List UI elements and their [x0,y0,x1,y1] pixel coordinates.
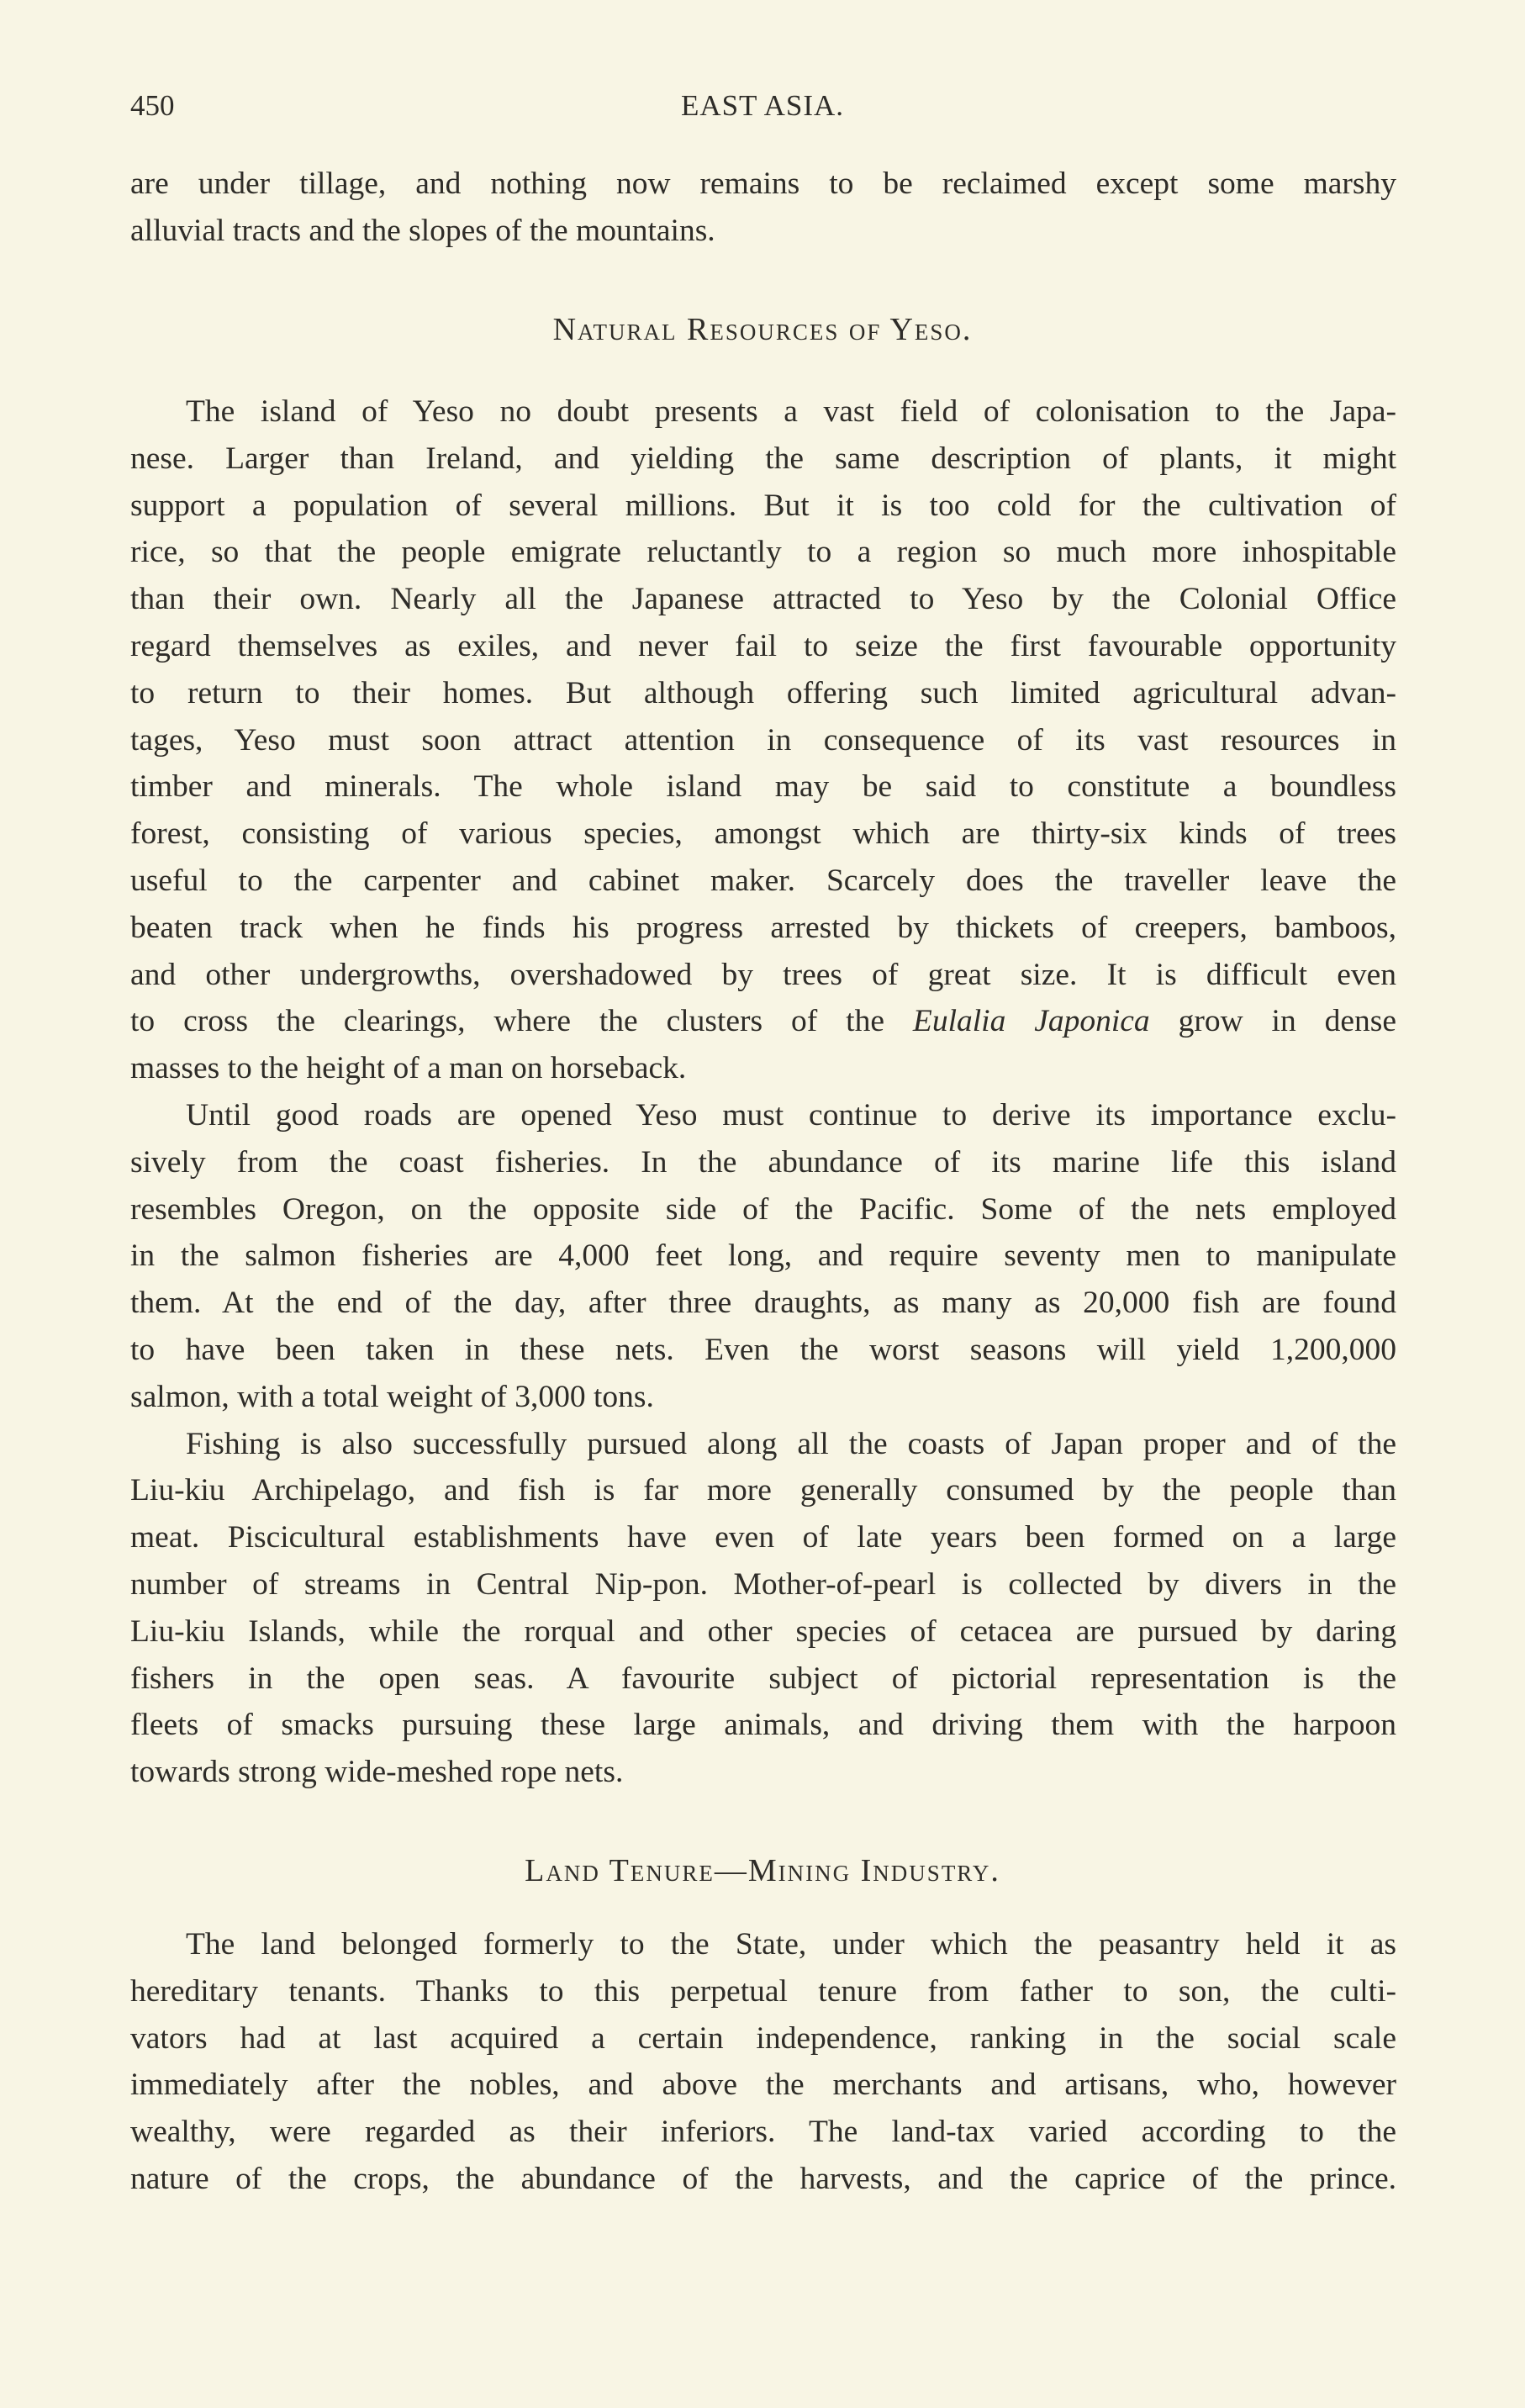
paragraph [130,161,1396,255]
text-segment: to cross the clearings, where the clusters of the [130,1004,913,1039]
text-line: beaten track when he finds his progress arrested by thickets of creepers, bamboos, [130,910,1396,945]
text-line: Fishing is also successfully pursued along all the coasts of Japan proper and of the [186,1426,1396,1461]
paragraph [130,1421,1396,1796]
text-line: to have been taken in these nets. Even the worst seasons will yield 1,200,000 [130,1332,1396,1367]
text-line: to return to their homes. But although offering such limited agricultural advan- [130,675,1396,710]
text-line: Until good roads are opened Yeso must continue to derive its importance exclu- [186,1097,1396,1133]
text-line: masses to the height of a man on horseback. [130,1051,687,1086]
text-line: immediately after the nobles, and above the merchants and artisans, who, however [130,2067,1396,2103]
text-line: towards strong wide-meshed rope nets. [130,1755,624,1790]
text-line: The island of Yeso no doubt presents a vast field of colonisation to the Japa- [186,394,1396,429]
intro-text [130,161,1396,255]
text-line: number of streams in Central Nip-pon. Mother-of-pearl is collected by divers in the [130,1566,1396,1602]
text-line: them. At the end of the day, after three draughts, as many as 20,000 fish are found [130,1286,1396,1321]
paragraph [130,1921,1396,2203]
text-line: useful to the carpenter and cabinet maker. Scarcely does the traveller leave the [130,863,1396,898]
text-line: vators had at last acquired a certain independence, ranking in the social scale [130,2020,1396,2056]
text-line: Liu-kiu Islands, while the rorqual and other species of cetacea are pursued by daring [130,1613,1396,1649]
text-line: tages, Yeso must soon attract attention in consequence of its vast resources in [130,722,1396,758]
text-line: rice, so that the people emigrate reluctantly to a region so much more inhospitable [130,535,1396,570]
text-line: and other undergrowths, overshadowed by trees of great size. It is difficult even [130,957,1396,992]
text-line: are under tillage, and nothing now remains to be reclaimed except some marshy [130,166,1396,201]
paragraph [130,388,1396,1092]
text-line: fleets of smacks pursuing these large animals, and driving them with the harpoon [130,1708,1396,1743]
section-natural-resources-body [130,388,1396,1796]
text-line: sively from the coast fisheries. In the abundance of its marine life this island [130,1144,1396,1180]
text-line: hereditary tenants. Thanks to this perpetual tenure from father to son, the culti- [130,1973,1396,2009]
text-line: The land belonged formerly to the State, under which the peasantry held it as [186,1927,1396,1962]
section-heading-land-tenure: Land Tenure—Mining Industry. [525,1853,1000,1888]
text-line: timber and minerals. The whole island may be said to constitute a boundless [130,769,1396,805]
running-head: EAST ASIA. [680,89,845,122]
text-line: meat. Piscicultural establishments have even of late years been formed on a large [130,1520,1396,1555]
text-line: regard themselves as exiles, and never fail to seize the first favourable opportunity [130,628,1396,663]
italic-species-name: Eulalia Japonica [912,1004,1150,1039]
page-number: 450 [130,89,175,122]
section-heading-natural-resources: Natural Resources of Yeso. [552,312,973,347]
text-line: salmon, with a total weight of 3,000 tons. [130,1379,654,1414]
text-segment: grow in dense [1149,1004,1397,1039]
text-line: wealthy, were regarded as their inferiors. The land-tax varied according to the [130,2115,1396,2150]
text-line: nature of the crops, the abundance of the harvests, and the caprice of the prince. [130,2161,1396,2196]
paragraph [130,1092,1396,1421]
section-land-tenure-body [130,1921,1396,2203]
text-line: alluvial tracts and the slopes of the mountains. [130,213,715,248]
text-line: Liu-kiu Archipelago, and fish is far more generally consumed by the people than [130,1473,1396,1508]
text-line: resembles Oregon, on the opposite side of the Pacific. Some of the nets employed [130,1191,1396,1227]
text-line: forest, consisting of various species, amongst which are thirty-six kinds of trees [130,816,1396,852]
text-line: than their own. Nearly all the Japanese attracted to Yeso by the Colonial Office [130,582,1396,617]
text-line [130,998,1396,1045]
text-line: fishers in the open seas. A favourite subject of pictorial representation is the [130,1661,1396,1696]
text-line: in the salmon fisheries are 4,000 feet long, and require seventy men to manipulate [130,1238,1396,1274]
text-line: support a population of several millions. But it is too cold for the cultivation of [130,488,1396,523]
text-line: nese. Larger than Ireland, and yielding the same description of plants, it might [130,441,1396,476]
